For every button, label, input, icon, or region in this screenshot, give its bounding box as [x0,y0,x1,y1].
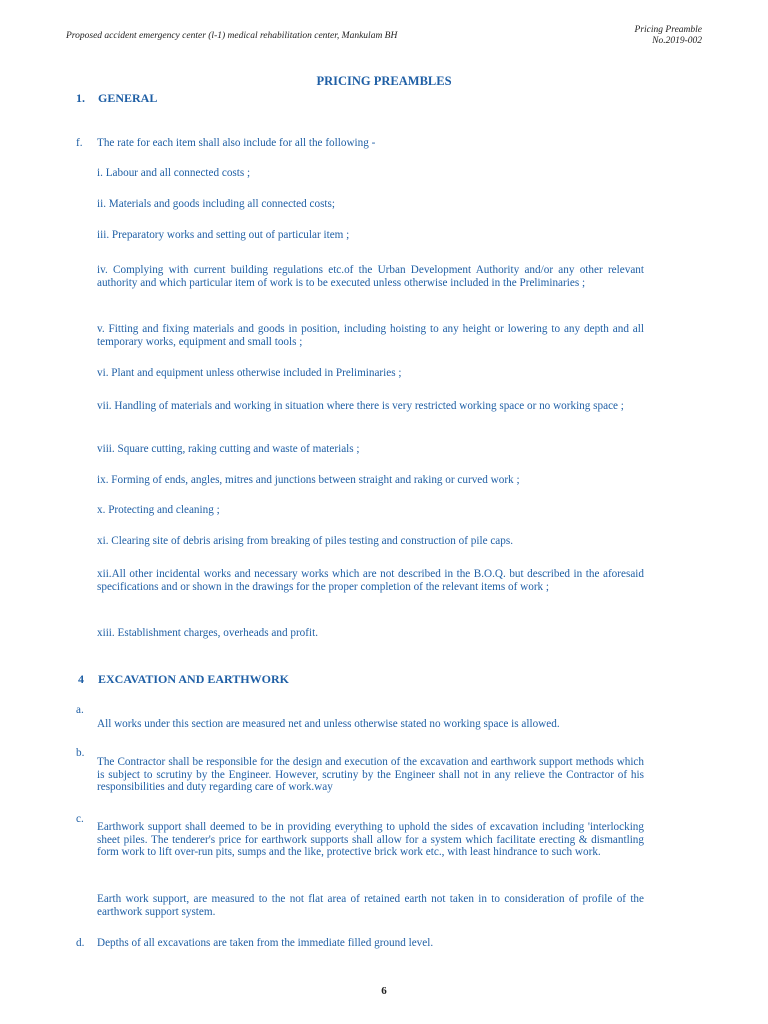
list-item: viii. Square cutting, raking cutting and waste of materials ; [97,443,360,455]
item-label-d: d. [76,937,85,949]
paragraph-b: The Contractor shall be responsible for the design and execution of the excavation and earthwork support methods which is subject to scrutiny by the Engineer. However, scrutiny by the Engineer shall not in any relieve the Contractor of his responsibilities and duty regarding care of work.way [97,756,644,794]
list-item: v. Fitting and fixing materials and goods in position, including hoisting to any height or lowering to any depth and all temporary works, equipment and small tools ; [97,323,644,348]
item-label-f: f. [76,137,83,149]
item-label-c: c. [76,813,84,825]
header-doc-number: No.2019-002 [652,36,702,46]
section-1-number: 1. [76,91,85,105]
section-1-title: GENERAL [98,91,158,105]
header-project: Proposed accident emergency center (l-1) medical rehabilitation center, Mankulam BH [66,31,398,41]
list-item: ix. Forming of ends, angles, mitres and junctions between straight and raking or curved work ; [97,474,520,486]
paragraph-c1: Earthwork support shall deemed to be in providing everything to uphold the sides of excavation including 'interlocking sheet piles. The tenderer's price for earthwork supports shall allow for a system which facilitate erecting & dismantling form work to lift over-run pits, sumps and the like, protective brick work etc., with least hindrance to such work. [97,821,644,859]
list-item: xii.All other incidental works and necessary works which are not described in the B.O.Q. but described in the aforesaid specifications and or shown in the drawings for the proper completion of the relevant items of work ; [97,568,644,593]
section-4-title: EXCAVATION AND EARTHWORK [98,672,289,686]
list-item: iv. Complying with current building regulations etc.of the Urban Development Authority and/or any other relevant authority and which particular item of work is to be executed unless otherwise included in the Preliminaries ; [97,264,644,289]
list-item: ii. Materials and goods including all connected costs; [97,198,335,210]
paragraph-d: Depths of all excavations are taken from the immediate filled ground level. [97,937,434,949]
paragraph-a: All works under this section are measured net and unless otherwise stated no working space is allowed. [97,718,560,730]
list-item: xi. Clearing site of debris arising from breaking of piles testing and construction of pile caps. [97,535,514,547]
header-doc-title: Pricing Preamble [634,25,702,35]
list-item: xiii. Establishment charges, overheads and profit. [97,627,319,639]
list-item: vii. Handling of materials and working in situation where there is very restricted working space or no working space ; [97,400,624,412]
list-item: vi. Plant and equipment unless otherwise included in Preliminaries ; [97,367,402,379]
list-item: x. Protecting and cleaning ; [97,504,220,516]
page-number: 6 [381,985,387,997]
list-item: i. Labour and all connected costs ; [97,167,251,179]
paragraph-c2: Earth work support, are measured to the not flat area of retained earth not taken in to consideration of profile of the earthwork support system. [97,893,644,918]
item-label-a: a. [76,704,84,716]
page-title: PRICING PREAMBLES [316,74,452,88]
section-4-number: 4 [78,672,84,686]
item-label-b: b. [76,747,85,759]
header-doc-info [635,25,702,47]
list-item: iii. Preparatory works and setting out of particular item ; [97,229,350,241]
general-intro: The rate for each item shall also include for all the following - [97,137,376,149]
